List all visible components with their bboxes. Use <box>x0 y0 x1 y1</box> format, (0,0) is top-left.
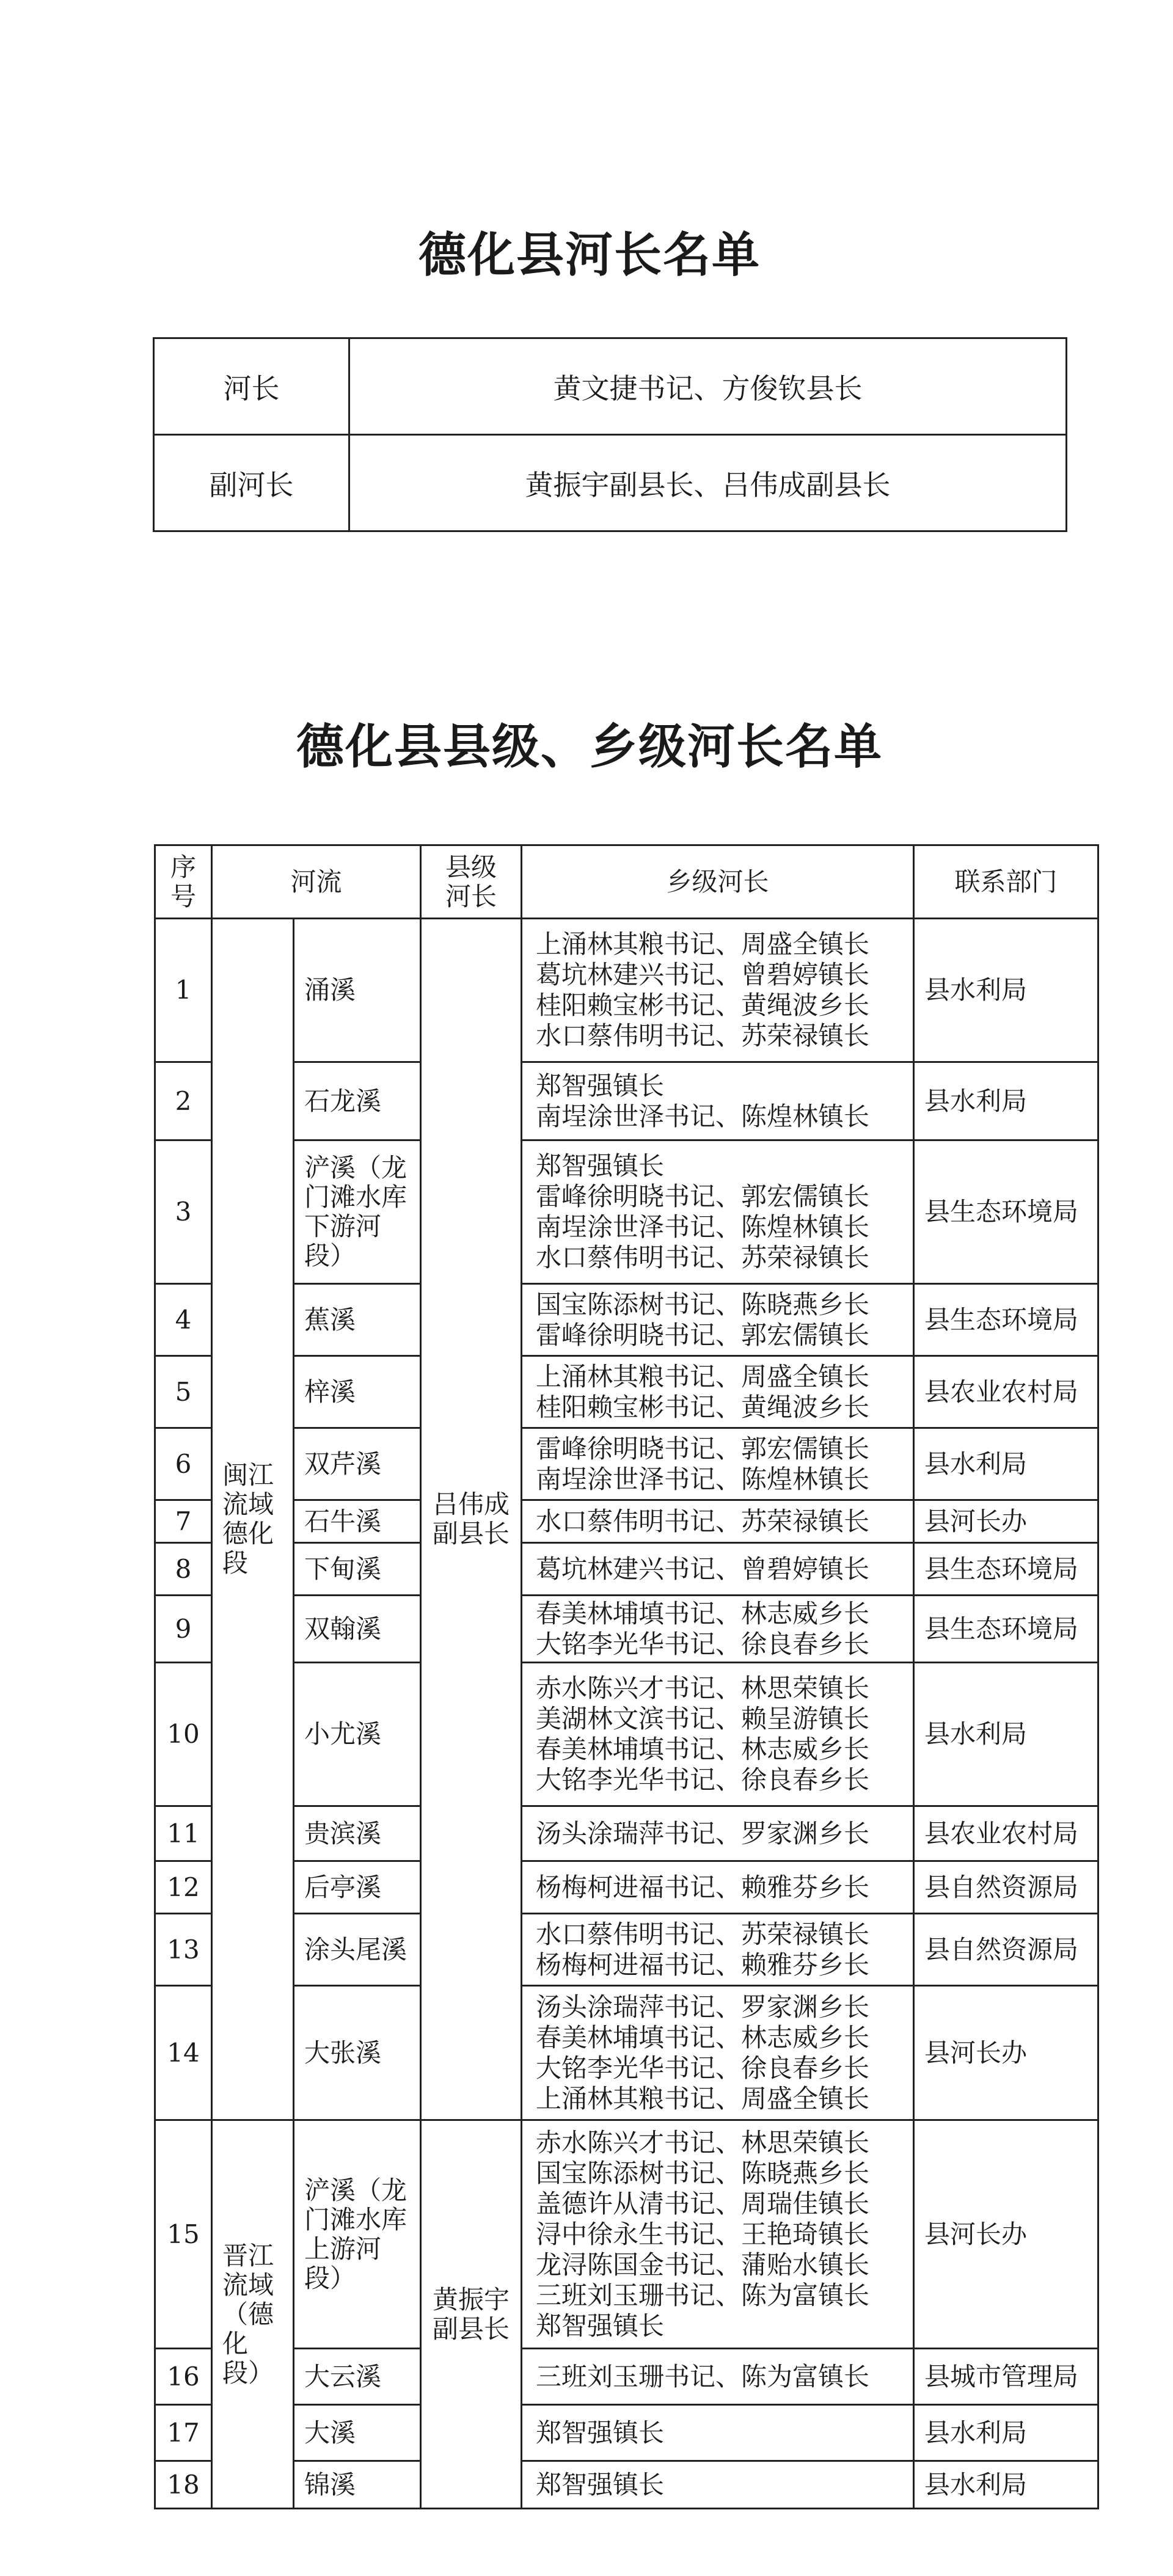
department-cell: 县河长办 <box>914 1500 1098 1543</box>
department-cell: 县城市管理局 <box>914 2349 1098 2405</box>
department-cell: 县生态环境局 <box>914 1140 1098 1284</box>
table-row <box>155 1914 1098 1986</box>
header-department: 联系部门 <box>914 845 1098 919</box>
department-cell: 县生态环境局 <box>914 1543 1098 1596</box>
river-name-cell <box>294 1806 421 1861</box>
township-chiefs-cell <box>522 1663 914 1806</box>
township-chief-line: 郑智强镇长 <box>536 2469 665 2500</box>
township-chiefs-cell <box>522 1986 914 2120</box>
table-row <box>155 1596 1098 1663</box>
department-cell: 县生态环境局 <box>914 1284 1098 1356</box>
header-seq-label: 序号 <box>170 852 197 911</box>
township-chiefs-cell <box>522 919 914 1062</box>
table-row <box>155 2120 1098 2349</box>
seq-cell: 2 <box>155 1062 212 1140</box>
township-chiefs-cell <box>522 1140 914 1284</box>
township-chiefs-cell <box>522 2461 914 2509</box>
section-title: 德化县县级、乡级河长名单 <box>296 719 883 775</box>
seq-cell: 17 <box>155 2405 212 2461</box>
header-county-chief <box>421 845 522 919</box>
river-name: 大张溪 <box>304 2037 382 2068</box>
township-chief-line: 浔中徐永生书记、王艳琦镇长 <box>536 2219 870 2249</box>
township-chiefs-cell <box>522 1806 914 1861</box>
table-row <box>155 1543 1098 1596</box>
river-name: 大云溪 <box>304 2361 382 2392</box>
seq-cell: 1 <box>155 919 212 1062</box>
page-title: 德化县河长名单 <box>418 227 761 283</box>
township-chief-line: 水口蔡伟明书记、苏荣禄镇长 <box>536 1506 870 1536</box>
basin-name: 晋江流域（德化段） <box>222 2240 274 2388</box>
table-row <box>155 1986 1098 2120</box>
seq-cell: 10 <box>155 1663 212 1806</box>
header-row <box>155 845 1098 919</box>
seq-cell: 7 <box>155 1500 212 1543</box>
river-name: 涌溪 <box>304 975 356 1005</box>
township-chief-line: 大铭李光华书记、徐良春乡长 <box>536 2052 870 2083</box>
table-row <box>155 2405 1098 2461</box>
river-name-cell <box>294 1596 421 1663</box>
names-cell: 黄振宇副县长、吕伟成副县长 <box>349 435 1067 531</box>
township-chief-line: 上涌林其粮书记、周盛全镇长 <box>536 2083 870 2114</box>
department-cell: 县河长办 <box>914 1986 1098 2120</box>
township-chief-line: 龙浔陈国金书记、蒲贻水镇长 <box>536 2249 870 2280</box>
seq-cell: 8 <box>155 1543 212 1596</box>
river-name: 石牛溪 <box>304 1506 382 1536</box>
seq-cell: 9 <box>155 1596 212 1663</box>
department-cell: 县河长办 <box>914 2120 1098 2349</box>
table-row <box>155 1428 1098 1500</box>
township-chiefs-cell <box>522 1543 914 1596</box>
river-name-cell <box>294 1284 421 1356</box>
river-name: 锦溪 <box>304 2469 356 2500</box>
table-row <box>154 435 1067 531</box>
county-chief-cell <box>421 2120 522 2509</box>
seq-cell: 15 <box>155 2120 212 2349</box>
township-chief-line: 葛坑林建兴书记、曾碧婷镇长 <box>536 960 870 990</box>
table-row <box>155 2349 1098 2405</box>
township-chief-line: 赤水陈兴才书记、林思荣镇长 <box>536 2127 870 2158</box>
header-seq <box>155 845 212 919</box>
river-name-cell <box>294 1986 421 2120</box>
township-chief-line: 三班刘玉珊书记、陈为富镇长 <box>536 2280 870 2310</box>
township-chief-line: 郑智强镇长 <box>536 1070 665 1101</box>
river-name-cell <box>294 1861 421 1914</box>
county-chief-name: 黄振宇副县长 <box>433 2284 510 2344</box>
township-chiefs-cell <box>522 1914 914 1986</box>
river-name: 下甸溪 <box>304 1553 382 1584</box>
river-name: 双芹溪 <box>304 1448 382 1479</box>
township-chief-line: 水口蔡伟明书记、苏荣禄镇长 <box>536 1021 870 1051</box>
river-name: 梓溪 <box>304 1376 356 1407</box>
township-chief-line: 上涌林其粮书记、周盛全镇长 <box>536 1361 870 1392</box>
river-name: 浐溪（龙门滩水库上游河段） <box>304 2175 407 2293</box>
river-name-cell <box>294 1428 421 1500</box>
township-chief-line: 郑智强镇长 <box>536 2310 665 2341</box>
seq-cell: 5 <box>155 1356 212 1428</box>
seq-cell: 14 <box>155 1986 212 2120</box>
township-chief-line: 水口蔡伟明书记、苏荣禄镇长 <box>536 1242 870 1272</box>
department-cell: 县水利局 <box>914 919 1098 1062</box>
department-cell: 县水利局 <box>914 2405 1098 2461</box>
river-name-cell <box>294 1500 421 1543</box>
township-chief-line: 汤头涂瑞萍书记、罗家渊乡长 <box>536 1991 870 2022</box>
basin-name: 闽江流域德化段 <box>222 1460 274 1578</box>
river-name-cell <box>294 2120 421 2349</box>
table-row <box>155 1500 1098 1543</box>
seq-cell: 4 <box>155 1284 212 1356</box>
township-chief-line: 郑智强镇长 <box>536 1151 665 1181</box>
department-cell: 县水利局 <box>914 1663 1098 1806</box>
seq-cell: 18 <box>155 2461 212 2509</box>
township-chief-line: 春美林埔填书记、林志威乡长 <box>536 1598 870 1629</box>
township-chief-line: 国宝陈添树书记、陈晓燕乡长 <box>536 2158 870 2188</box>
river-name: 大溪 <box>304 2417 356 2448</box>
township-chief-line: 郑智强镇长 <box>536 2417 665 2448</box>
township-chief-line: 桂阳赖宝彬书记、黄绳波乡长 <box>536 990 870 1020</box>
department-cell: 县生态环境局 <box>914 1596 1098 1663</box>
township-chief-line: 葛坑林建兴书记、曾碧婷镇长 <box>536 1553 870 1584</box>
table-row <box>155 1663 1098 1806</box>
seq-cell: 6 <box>155 1428 212 1500</box>
river-name-cell <box>294 2349 421 2405</box>
township-chiefs-cell <box>522 1861 914 1914</box>
township-chiefs-cell <box>522 1284 914 1356</box>
township-chiefs-cell <box>522 1356 914 1428</box>
river-name: 贵滨溪 <box>304 1818 382 1848</box>
table-row <box>155 1356 1098 1428</box>
township-chief-line: 杨梅柯进福书记、赖雅芬乡长 <box>536 1872 870 1902</box>
township-chief-line: 国宝陈添树书记、陈晓燕乡长 <box>536 1289 870 1319</box>
seq-cell: 11 <box>155 1806 212 1861</box>
role-cell: 河长 <box>154 338 349 435</box>
township-chiefs-cell <box>522 1062 914 1140</box>
river-name-cell <box>294 1663 421 1806</box>
township-chief-line: 大铭李光华书记、徐良春乡长 <box>536 1629 870 1659</box>
table-row <box>155 1062 1098 1140</box>
township-chief-line: 雷峰徐明晓书记、郭宏儒镇长 <box>536 1319 870 1350</box>
river-name-cell <box>294 1140 421 1284</box>
table-row <box>155 1861 1098 1914</box>
township-chief-line: 杨梅柯进福书记、赖雅芬乡长 <box>536 1949 870 1980</box>
township-chief-line: 南埕涂世泽书记、陈煌林镇长 <box>536 1464 870 1494</box>
township-chiefs-cell <box>522 1596 914 1663</box>
township-chiefs-cell <box>522 1500 914 1543</box>
header-river: 河流 <box>212 845 421 919</box>
department-cell: 县自然资源局 <box>914 1914 1098 1986</box>
river-name-cell <box>294 1356 421 1428</box>
township-chief-line: 雷峰徐明晓书记、郭宏儒镇长 <box>536 1433 870 1464</box>
basin-cell <box>212 919 294 2120</box>
river-name: 浐溪（龙门滩水库下游河段） <box>304 1153 407 1271</box>
township-chief-line: 盖德许从清书记、周瑞佳镇长 <box>536 2188 870 2219</box>
table-row <box>155 1284 1098 1356</box>
leaders-table <box>153 337 1067 532</box>
township-chief-line: 春美林埔填书记、林志威乡长 <box>536 1734 870 1764</box>
township-chiefs-cell <box>522 2405 914 2461</box>
township-chief-line: 大铭李光华书记、徐良春乡长 <box>536 1765 870 1795</box>
rivers-table <box>154 844 1099 2509</box>
seq-cell: 12 <box>155 1861 212 1914</box>
township-chief-line: 美湖林文滨书记、赖呈游镇长 <box>536 1704 870 1734</box>
river-name: 双翰溪 <box>304 1613 382 1644</box>
river-name-cell <box>294 1914 421 1986</box>
county-chief-cell <box>421 919 522 2120</box>
township-chiefs-cell <box>522 2349 914 2405</box>
county-chief-name: 吕伟成副县长 <box>433 1489 510 1549</box>
river-name: 蕉溪 <box>304 1304 356 1335</box>
department-cell: 县农业农村局 <box>914 1356 1098 1428</box>
river-name: 涂头尾溪 <box>304 1934 407 1965</box>
table-row <box>155 2461 1098 2509</box>
river-name-cell <box>294 2405 421 2461</box>
township-chief-line: 汤头涂瑞萍书记、罗家渊乡长 <box>536 1818 870 1848</box>
township-chief-line: 三班刘玉珊书记、陈为富镇长 <box>536 2361 870 2392</box>
department-cell: 县水利局 <box>914 1062 1098 1140</box>
township-chiefs-cell <box>522 2120 914 2349</box>
table-row <box>154 338 1067 435</box>
river-name-cell <box>294 1062 421 1140</box>
department-cell: 县自然资源局 <box>914 1861 1098 1914</box>
river-name-cell <box>294 1543 421 1596</box>
department-cell: 县水利局 <box>914 2461 1098 2509</box>
township-chief-line: 上涌林其粮书记、周盛全镇长 <box>536 929 870 959</box>
table-row <box>155 1140 1098 1284</box>
basin-cell <box>212 2120 294 2509</box>
river-name-cell <box>294 2461 421 2509</box>
township-chief-line: 雷峰徐明晓书记、郭宏儒镇长 <box>536 1181 870 1211</box>
river-name: 石龙溪 <box>304 1085 382 1116</box>
township-chief-line: 水口蔡伟明书记、苏荣禄镇长 <box>536 1919 870 1949</box>
seq-cell: 13 <box>155 1914 212 1986</box>
department-cell: 县水利局 <box>914 1428 1098 1500</box>
river-name: 后亭溪 <box>304 1872 382 1902</box>
seq-cell: 3 <box>155 1140 212 1284</box>
header-county-chief-label: 县级河长 <box>445 852 497 911</box>
river-name-cell <box>294 919 421 1062</box>
table-row <box>155 1806 1098 1861</box>
role-cell: 副河长 <box>154 435 349 531</box>
table-row <box>155 919 1098 1062</box>
township-chief-line: 南埕涂世泽书记、陈煌林镇长 <box>536 1101 870 1131</box>
township-chief-line: 桂阳赖宝彬书记、黄绳波乡长 <box>536 1392 870 1422</box>
township-chief-line: 赤水陈兴才书记、林思荣镇长 <box>536 1673 870 1703</box>
river-name: 小尤溪 <box>304 1719 382 1749</box>
department-cell: 县农业农村局 <box>914 1806 1098 1861</box>
township-chiefs-cell <box>522 1428 914 1500</box>
header-township-chiefs: 乡级河长 <box>522 845 914 919</box>
township-chief-line: 南埕涂世泽书记、陈煌林镇长 <box>536 1212 870 1242</box>
township-chief-line: 春美林埔填书记、林志威乡长 <box>536 2022 870 2052</box>
seq-cell: 16 <box>155 2349 212 2405</box>
names-cell: 黄文捷书记、方俊钦县长 <box>349 338 1067 435</box>
